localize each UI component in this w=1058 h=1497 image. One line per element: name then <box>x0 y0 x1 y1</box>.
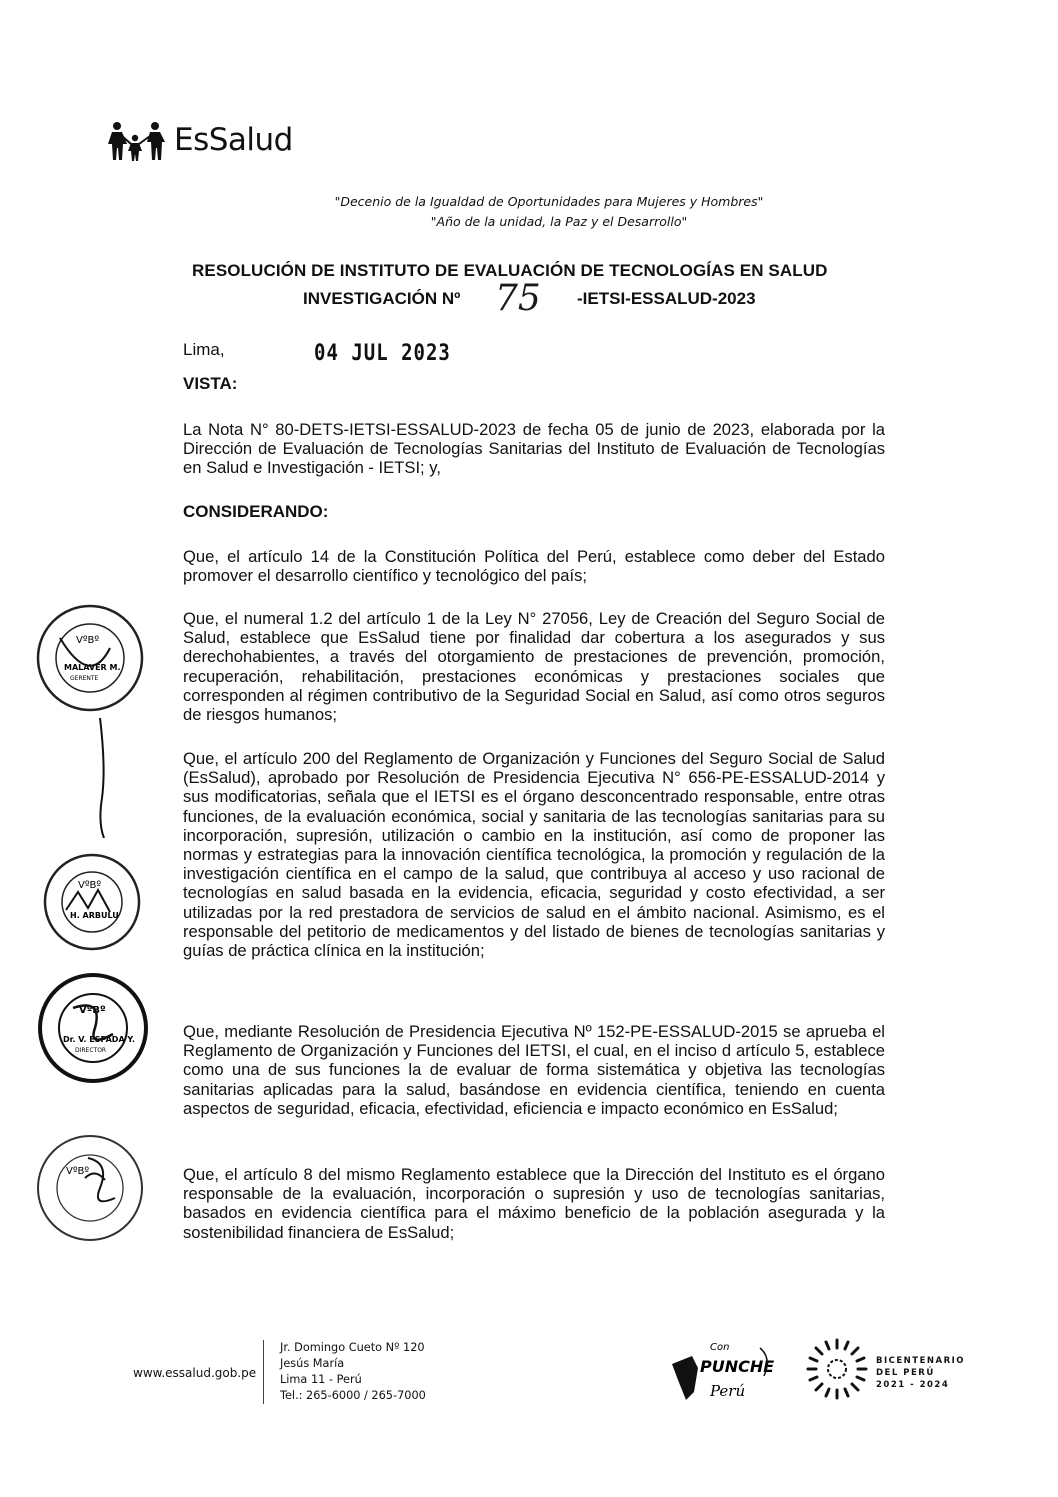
address-line: Jr. Domingo Cueto Nº 120 <box>280 1341 425 1354</box>
family-icon <box>108 118 170 162</box>
seal-name-text: H. ARBULU <box>70 911 119 920</box>
considerando-heading: CONSIDERANDO: <box>183 502 329 521</box>
seal-vb-text: VºBº <box>66 1166 90 1177</box>
considerando-paragraph: Que, el artículo 200 del Reglamento de Organización y Funciones del Seguro Social de Salud (EsSalud), aprobado por Resolución de Presidencia Ejecutiva N° 656-PE-ESSALUD-2014 y sus modificatorias, señala que el IETSI es el órgano desconcentrado responsable, entre otras funciones, de la evaluación económica, social y sanitaria de las tecnologías sanitarias para su incorporación, supresión, utilización o cambio en la institución, así como de proponer las normas y estrategias para la innovación científica tecnológica, la promoción y regulación de la investigación científica en el campo de la salud, que contribuya al acceso y uso racional de tecnologías en salud basada en la evidencia, eficacia, seguridad y costo efectividad, a ser utilizadas por la red prestadora de servicios de salud en el ámbito nacional. Asimismo, es el responsable del petitorio de medicamentos y del listado de bienes de tecnologías sanitarias y guías de práctica clínica en la institución; <box>183 749 885 961</box>
bicentenario-emblem-icon <box>804 1336 870 1402</box>
resolution-number-prefix: INVESTIGACIÓN Nº <box>303 289 461 308</box>
approval-seal <box>30 598 150 718</box>
campaign-logo-text: Con <box>710 1342 730 1353</box>
seal-role-text: DIRECTOR <box>75 1047 107 1054</box>
seal-role-text: GERENTE <box>70 675 99 682</box>
logo-text: EsSalud <box>174 122 293 158</box>
place-label: Lima, <box>183 340 225 359</box>
motto-line-1: "Decenio de la Igualdad de Oportunidades para Mujeres y Hombres" <box>334 194 764 209</box>
campaign-logo-text: PUNCHE <box>700 1357 775 1376</box>
considerando-paragraph: Que, el artículo 8 del mismo Reglamento establece que la Dirección del Instituto es el órgano responsable de la evaluación, incorporación o supresión y uso de tecnologías sanitarias, basados en evidencia científica para el máximo beneficio de la población asegurada y la sostenibilidad financiera de EsSalud; <box>183 1165 885 1242</box>
address-line: Lima 11 - Perú <box>280 1373 362 1386</box>
approval-seal <box>38 848 146 956</box>
con-punche-peru-logo <box>668 1334 780 1410</box>
footer-divider <box>263 1340 264 1404</box>
seal-name-text: Dr. V. ESPADA Y. <box>63 1035 135 1044</box>
approval-seal <box>30 1128 150 1248</box>
seal-vb-text: VºBº <box>76 635 100 646</box>
considerando-paragraph: Que, el numeral 1.2 del artículo 1 de la Ley N° 27056, Ley de Creación del Seguro Social de Salud, establece que EsSalud tiene por finalidad dar cobertura a los asegurados y sus derechohabientes, a través del otorgamiento de prestaciones de prevención, promoción, recuperación, rehabilitación, prestaciones económicas y prestaciones sociales que corresponden al régimen contributivo de la Seguridad Social en Salud, así como otros seguros de riesgos humanos; <box>183 609 885 725</box>
approval-seal <box>33 968 153 1088</box>
bicentenario-text <box>876 1355 965 1391</box>
resolution-number-handwritten: 75 <box>495 278 541 319</box>
seal-name-text: MALAVER M. <box>64 663 121 672</box>
footer-website: www.essalud.gob.pe <box>133 1366 257 1380</box>
resolution-number-suffix: -IETSI-ESSALUD-2023 <box>577 289 756 308</box>
bicentenario-line: 2021 - 2024 <box>876 1380 950 1390</box>
considerando-paragraph: Que, el artículo 14 de la Constitución Política del Perú, establece como deber del Estado promover el desarrollo científico y tecnológico del país; <box>183 547 885 586</box>
bicentenario-line: BICENTENARIO <box>876 1356 966 1366</box>
date-stamp: 04 JUL 2023 <box>314 340 451 366</box>
vista-heading: VISTA: <box>183 374 238 393</box>
essalud-logo <box>108 118 293 162</box>
resolution-title: RESOLUCIÓN DE INSTITUTO DE EVALUACIÓN DE TECNOLOGÍAS EN SALUD <box>192 261 828 280</box>
address-line: Tel.: 265-6000 / 265-7000 <box>280 1389 426 1402</box>
motto-line-2: "Año de la unidad, la Paz y el Desarrollo" <box>430 214 688 229</box>
address-line: Jesús María <box>280 1357 345 1370</box>
seal-vb-text: VºBº <box>78 880 102 891</box>
signature-line <box>88 718 118 838</box>
bicentenario-line: DEL PERÚ <box>876 1368 935 1378</box>
campaign-logo-text: Perú <box>710 1382 746 1400</box>
considerando-paragraph: Que, mediante Resolución de Presidencia Ejecutiva Nº 152-PE-ESSALUD-2015 se aprueba el Reglamento de Organización y Funciones del IETSI, el cual, en el inciso d artículo 5, establece como una de sus funciones la de evaluar de forma sistemática y objetiva las tecnologías sanitarias aplicadas para la salud, basándose en evidencia científica, teniendo en cuenta aspectos de seguridad, eficacia, efectividad, eficiencia e impacto económico en EsSalud; <box>183 1022 885 1118</box>
footer-address <box>280 1340 426 1404</box>
vista-paragraph: La Nota N° 80-DETS-IETSI-ESSALUD-2023 de fecha 05 de junio de 2023, elaborada por la Dirección de Evaluación de Tecnologías Sanitarias del Instituto de Evaluación de Tecnologías en Salud e Investigación - IETSI; y, <box>183 420 885 478</box>
seal-vb-text: VºBº <box>79 1005 106 1016</box>
